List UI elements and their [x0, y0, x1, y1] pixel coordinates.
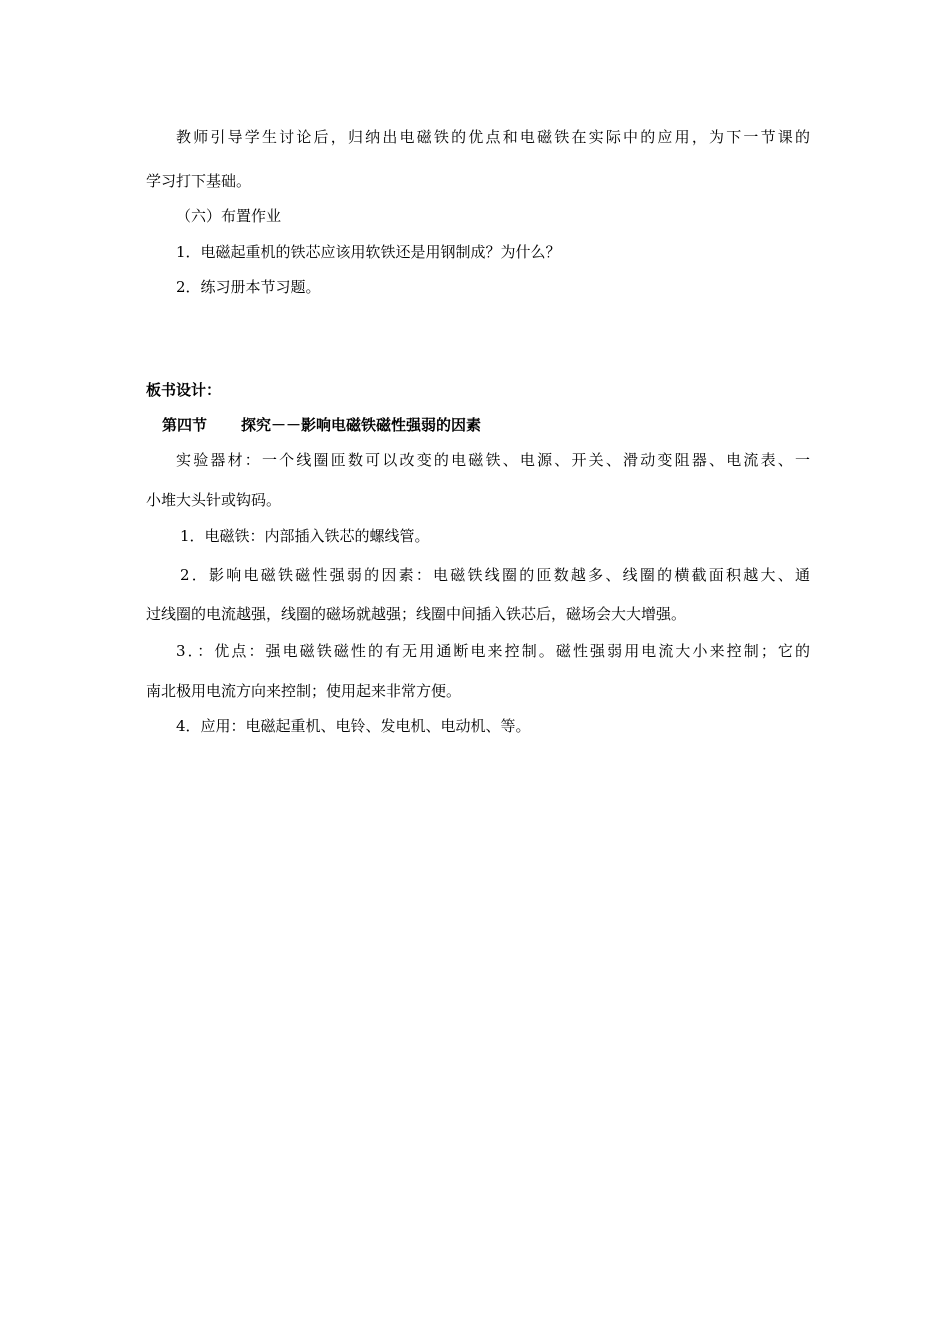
board-design-title: 板书设计： [146, 381, 222, 399]
section-title: 探究－－影响电磁铁磁性强弱的因素 [241, 416, 482, 434]
homework-item-2: 2．练习册本节习题。 [176, 278, 321, 296]
homework-item-1: 1．电磁起重机的铁芯应该用软铁还是用钢制成？为什么？ [176, 243, 561, 261]
point-3-line-1: 3．：优点：强电磁铁磁性的有无用通断电来控制。磁性强弱用电流大小来控制；它的 [176, 642, 810, 660]
point-2-line-1: 2．影响电磁铁磁性强弱的因素：电磁铁线圈的匝数越多、线圈的横截面积越大、通 [180, 566, 810, 584]
summary-paragraph-line-1: 教师引导学生讨论后，归纳出电磁铁的优点和电磁铁在实际中的应用，为下一节课的 [176, 128, 810, 146]
point-1: 1．电磁铁：内部插入铁芯的螺线管。 [180, 527, 430, 545]
point-2-line-2: 过线圈的电流越强，线圈的磁场就越强；线圈中间插入铁芯后，磁场会大大增强。 [146, 605, 687, 623]
point-4: 4．应用：电磁起重机、电铃、发电机、电动机、等。 [176, 717, 531, 735]
materials-line-1: 实验器材：一个线圈匝数可以改变的电磁铁、电源、开关、滑动变阻器、电流表、一 [176, 451, 810, 469]
materials-line-2: 小堆大头针或钩码。 [146, 491, 282, 509]
summary-paragraph-line-2: 学习打下基础。 [146, 172, 252, 190]
section-heading [162, 415, 826, 435]
section-number: 第四节 [162, 416, 208, 434]
point-3-line-2: 南北极用电流方向来控制；使用起来非常方便。 [146, 682, 462, 700]
homework-heading: （六）布置作业 [176, 207, 282, 225]
